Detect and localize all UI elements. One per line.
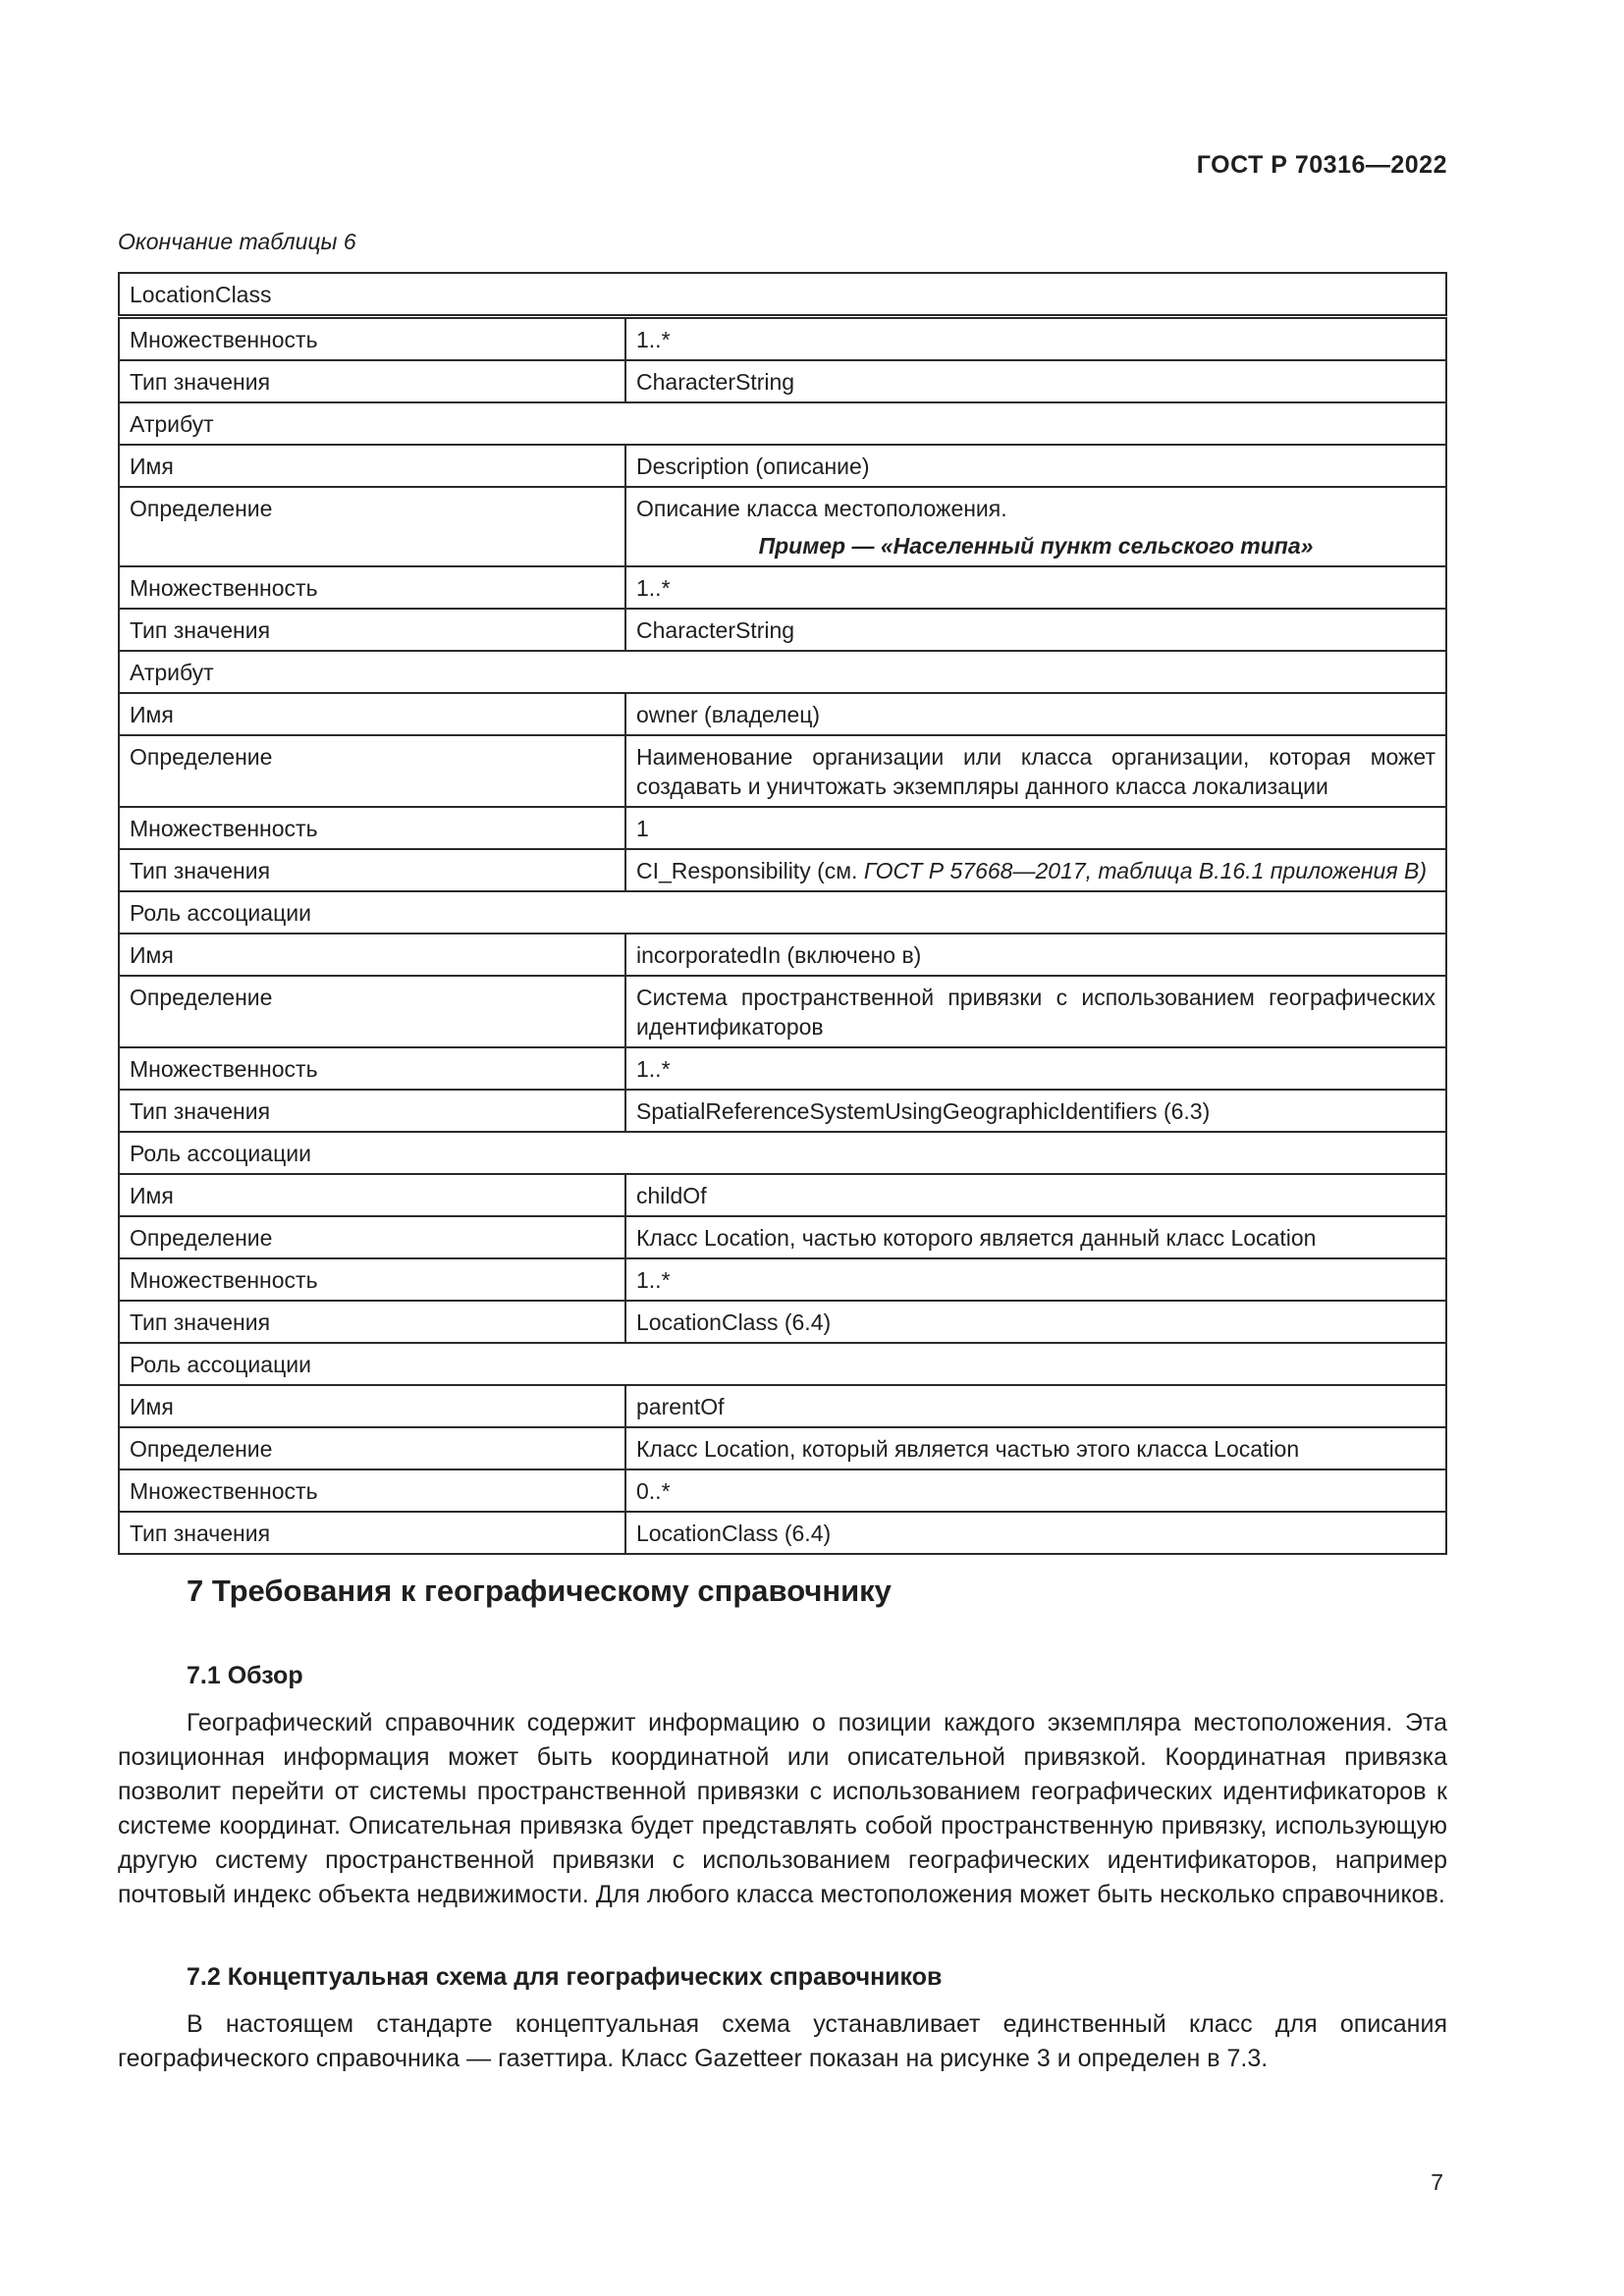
section-7-1-title: 7.1 Обзор: [187, 1662, 303, 1689]
row-value-cell: [625, 1385, 1446, 1427]
table-row: [119, 693, 1446, 735]
row-label: Определение: [119, 735, 625, 807]
section-7-title: 7 Требования к географическому справочнику: [187, 1574, 892, 1608]
table-section-row: [119, 402, 1446, 445]
row-value: Система пространственной привязки с использованием географических идентификаторов: [636, 985, 1435, 1040]
table-row: [119, 1385, 1446, 1427]
row-value: CharacterString: [636, 369, 795, 395]
row-value: SpatialReferenceSystemUsingGeographicIdentifiers (6.3): [636, 1098, 1211, 1124]
row-value: 0..*: [636, 1478, 671, 1504]
row-label: Тип значения: [119, 609, 625, 651]
section-label: Атрибут: [119, 651, 1446, 693]
row-value: Наименование организации или класса организации, которая может создавать и уничтожать экземпляры данного класса локализации: [636, 744, 1435, 799]
table-row: [119, 609, 1446, 651]
row-value: Класс Location, который является частью этого класса Location: [636, 1436, 1300, 1462]
row-value-cell: [625, 1090, 1446, 1132]
row-label: Множественность: [119, 1047, 625, 1090]
row-value-cell: [625, 609, 1446, 651]
row-value-cell: [625, 566, 1446, 609]
table-row: [119, 1216, 1446, 1258]
section-label: Роль ассоциации: [119, 891, 1446, 934]
row-label: Множественность: [119, 1469, 625, 1512]
location-class-table: [118, 272, 1447, 1555]
table-row: [119, 1512, 1446, 1554]
table-section-row: [119, 891, 1446, 934]
page-number: 7: [1431, 2169, 1443, 2195]
row-label: Множественность: [119, 566, 625, 609]
table-row: [119, 849, 1446, 891]
table-row: [119, 487, 1446, 566]
table-row: [119, 566, 1446, 609]
row-value-cell: [625, 807, 1446, 849]
row-example: Пример — «Населенный пункт сельского типа»: [758, 533, 1314, 559]
row-label: Имя: [119, 693, 625, 735]
row-label: Тип значения: [119, 1090, 625, 1132]
table-row: [119, 1047, 1446, 1090]
row-value: Класс Location, частью которого является данный класс Location: [636, 1225, 1317, 1251]
row-value-cell: [625, 1216, 1446, 1258]
table-row: [119, 445, 1446, 487]
row-label: Тип значения: [119, 1512, 625, 1554]
row-value-cell: [625, 1469, 1446, 1512]
row-label: Тип значения: [119, 1301, 625, 1343]
table-row: [119, 807, 1446, 849]
row-value: CharacterString: [636, 617, 795, 643]
table-row: [119, 1469, 1446, 1512]
table-title: LocationClass: [119, 273, 1446, 317]
table-body: [119, 273, 1446, 1554]
section-label: Роль ассоциации: [119, 1343, 1446, 1385]
table-row: [119, 1090, 1446, 1132]
row-label: Имя: [119, 1174, 625, 1216]
row-value-cell: [625, 1512, 1446, 1554]
row-value-cell: [625, 934, 1446, 976]
table-section-row: [119, 1343, 1446, 1385]
row-value-cell: [625, 1174, 1446, 1216]
row-label: Множественность: [119, 807, 625, 849]
row-value: childOf: [636, 1183, 707, 1208]
row-label: Определение: [119, 1216, 625, 1258]
row-label: Имя: [119, 1385, 625, 1427]
section-label: Роль ассоциации: [119, 1132, 1446, 1174]
row-label: Тип значения: [119, 849, 625, 891]
row-value-cell: [625, 849, 1446, 891]
row-value-cell: [625, 976, 1446, 1047]
row-value-cell: [625, 735, 1446, 807]
row-value: 1: [636, 816, 649, 841]
row-value-cell: [625, 693, 1446, 735]
row-value-cell: [625, 1301, 1446, 1343]
row-label: Определение: [119, 1427, 625, 1469]
table-row: [119, 976, 1446, 1047]
row-label: Множественность: [119, 1258, 625, 1301]
row-value-cell: [625, 317, 1446, 361]
row-label: Тип значения: [119, 360, 625, 402]
table-section-row: [119, 651, 1446, 693]
table-caption: Окончание таблицы 6: [118, 229, 356, 254]
table-row: [119, 934, 1446, 976]
row-value-cell: [625, 1258, 1446, 1301]
row-label: Определение: [119, 487, 625, 566]
table-row: [119, 1174, 1446, 1216]
row-value: LocationClass (6.4): [636, 1309, 832, 1335]
table-header-row: [119, 273, 1446, 317]
row-value-cell: [625, 1047, 1446, 1090]
row-value: incorporatedIn (включено в): [636, 942, 922, 968]
row-value-cell: [625, 360, 1446, 402]
standard-id: ГОСТ Р 70316—2022: [1196, 151, 1447, 179]
table-row: [119, 317, 1446, 361]
row-value: Description (описание): [636, 454, 870, 479]
row-label: Множественность: [119, 317, 625, 361]
table-row: [119, 1258, 1446, 1301]
row-value: LocationClass (6.4): [636, 1521, 832, 1546]
section-7-2-title: 7.2 Концептуальная схема для географических справочников: [187, 1963, 943, 1991]
row-label: Определение: [119, 976, 625, 1047]
section-label: Атрибут: [119, 402, 1446, 445]
row-value-cell: [625, 1427, 1446, 1469]
row-value: owner (владелец): [636, 702, 821, 727]
row-value: 1..*: [636, 1056, 671, 1082]
row-label: Имя: [119, 934, 625, 976]
row-value: Описание класса местоположения.: [636, 496, 1007, 521]
row-value: parentOf: [636, 1394, 725, 1419]
row-value-cell: [625, 445, 1446, 487]
table-row: [119, 1427, 1446, 1469]
row-value: 1..*: [636, 327, 671, 352]
row-value-reference: ГОСТ Р 57668—2017, таблица В.16.1 приложения В): [863, 858, 1428, 883]
table-row: [119, 1301, 1446, 1343]
row-value: 1..*: [636, 575, 671, 601]
row-value: CI_Responsibility (см.: [636, 858, 864, 883]
table-row: [119, 735, 1446, 807]
section-7-1-text: Географический справочник содержит информацию о позиции каждого экземпляра местоположения. Эта позиционная информация может быть координатной или описательной привязкой. Координатная привязка позволит перейти от системы пространственной привязки с использованием географических идентификаторов к системе координат. Описательная привязка будет представлять собой пространственную привязку, использующую другую систему пространственной привязки с использованием географических идентификаторов, например почтовый индекс объекта недвижимости. Для любого класса местоположения может быть несколько справочников.: [118, 1709, 1447, 1908]
row-value: 1..*: [636, 1267, 671, 1293]
section-7-2-text: В настоящем стандарте концептуальная схема устанавливает единственный класс для описания географического справочника — газеттира. Класс Gazetteer показан на рисунке 3 и определен в 7.3.: [118, 2010, 1447, 2072]
row-label: Имя: [119, 445, 625, 487]
table-section-row: [119, 1132, 1446, 1174]
table-row: [119, 360, 1446, 402]
row-value-cell: [625, 487, 1446, 566]
